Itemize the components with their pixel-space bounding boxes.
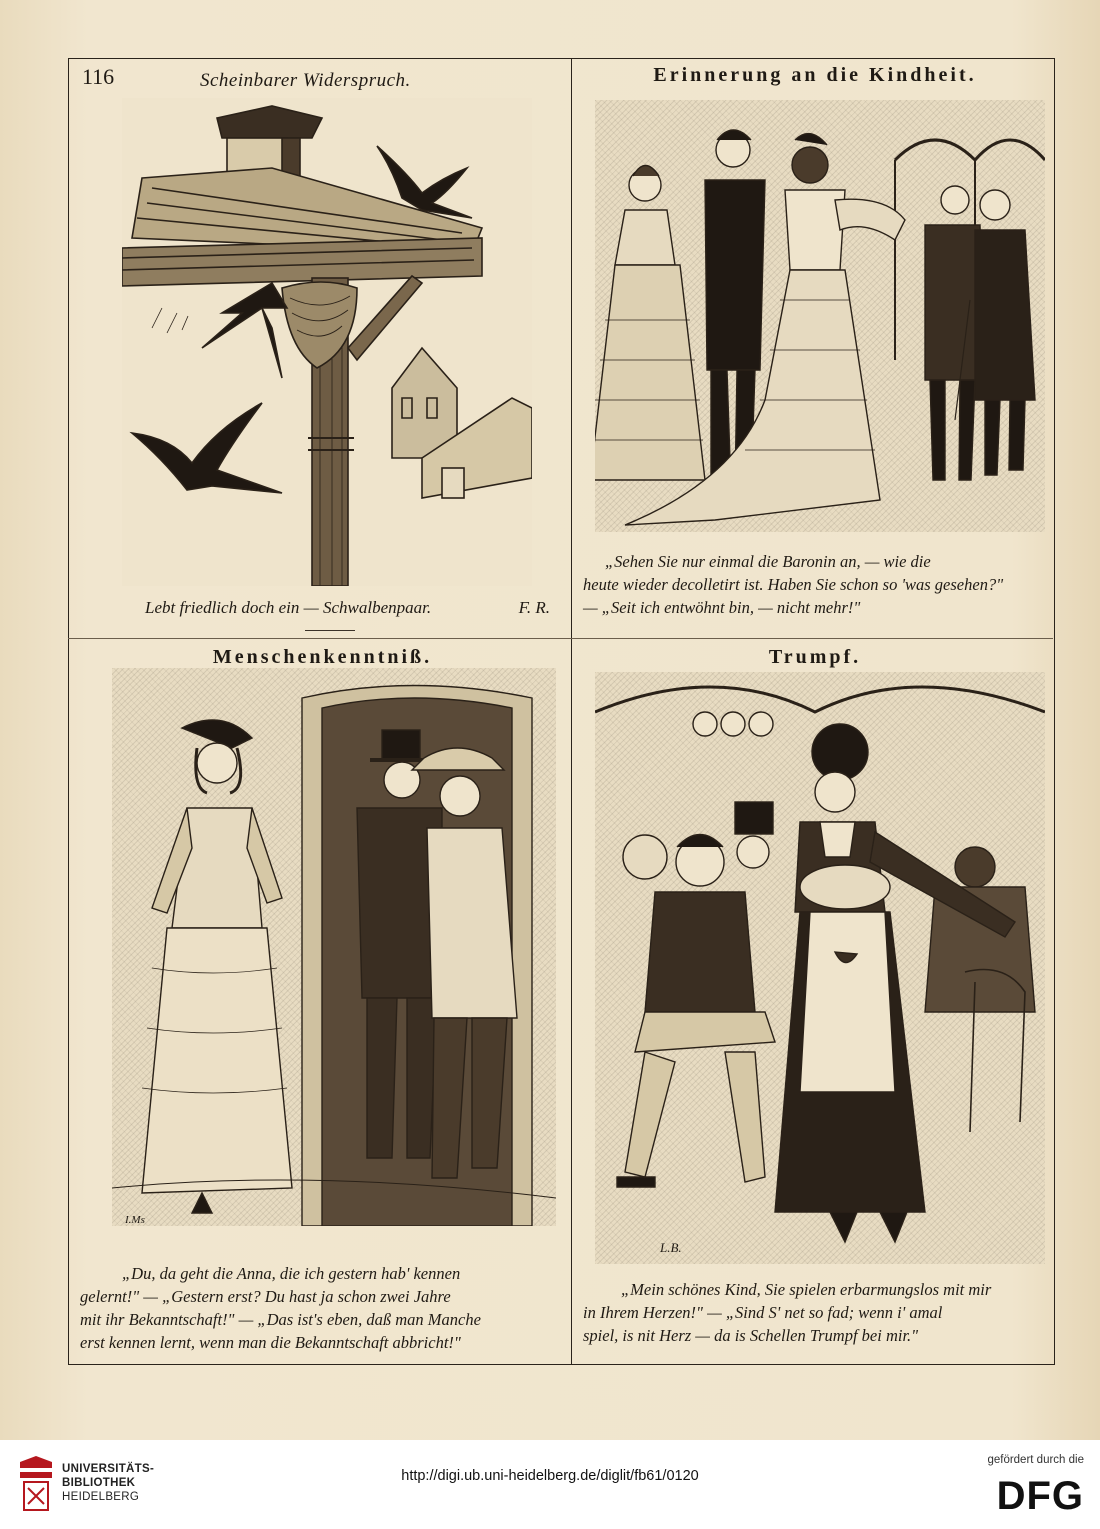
digitization-footer: [0, 1440, 1100, 1529]
artist-mark-lb: L.B.: [660, 1240, 682, 1255]
street-caption-line-4: erst kennen lernt, wenn man die Bekanntschaft abbricht!": [80, 1333, 461, 1352]
ballroom-caption-line-3: — „Seit ich entwöhnt bin, — nicht mehr!": [583, 598, 861, 617]
swallows-illustration: [122, 98, 532, 586]
dfg-logo: DFG: [996, 1474, 1084, 1518]
cafe-caption-line-2: in Ihrem Herzen!" — „Sind S' net so fad; wenn i' amal: [583, 1303, 943, 1322]
swallows-caption: [145, 596, 550, 619]
street-caption-line-1: „Du, da geht die Anna, die ich gestern hab' kennen: [122, 1264, 461, 1283]
panel-title-trumpf: Trumpf.: [768, 646, 862, 668]
ballroom-caption-line-2: heute wieder decolletirt ist. Haben Sie schon so 'was gesehen?": [583, 575, 1004, 594]
street-caption-line-3: mit ihr Bekanntschaft!" — „Das ist's eben, daß man Manche: [80, 1310, 481, 1329]
cafe-caption: [583, 1278, 1043, 1347]
artist-mark-ims: I.Ms: [125, 1214, 145, 1226]
university-library-logo-icon: [16, 1454, 56, 1514]
street-scene-caption: [80, 1262, 565, 1354]
street-caption-line-2: gelernt!" — „Gestern erst? Du hast ja schon zwei Jahre: [80, 1287, 451, 1306]
library-name-line-3: HEIDELBERG: [62, 1491, 140, 1503]
funded-by-label: gefördert durch die: [987, 1454, 1084, 1466]
ballroom-caption-line-1: „Sehen Sie nur einmal die Baronin an, — wie die: [605, 552, 931, 571]
cafe-engraving: [595, 672, 1045, 1264]
swallows-signature: F. R.: [518, 598, 550, 617]
swallows-caption-text: Lebt friedlich doch ein — Schwalbenpaar.: [145, 598, 432, 617]
swallows-engraving: [122, 98, 532, 586]
running-head: Scheinbarer Widerspruch.: [200, 70, 411, 91]
source-url-link[interactable]: http://digi.ub.uni-heidelberg.de/diglit/fb61/0120: [401, 1468, 699, 1484]
ballroom-engraving: [595, 100, 1045, 532]
street-scene-engraving: [112, 668, 556, 1226]
column-divider: [571, 58, 572, 1365]
panel-title-erinnerung: Erinnerung an die Kindheit.: [653, 64, 977, 86]
library-name-line-1: UNIVERSITÄTS-: [62, 1463, 155, 1475]
short-rule: [305, 630, 355, 631]
library-name-line-2: BIBLIOTHEK: [62, 1477, 136, 1489]
page-number: 116: [82, 64, 115, 89]
cafe-caption-line-1: „Mein schönes Kind, Sie spielen erbarmungslos mit mir: [621, 1280, 992, 1299]
cafe-illustration: [595, 672, 1045, 1264]
panel-title-menschenkenntniss: Menschenkenntniß.: [212, 646, 433, 668]
ballroom-caption: [583, 550, 1043, 619]
cafe-caption-line-3: spiel, is nit Herz — da is Schellen Trumpf bei mir.": [583, 1326, 919, 1345]
ballroom-illustration: [595, 100, 1045, 532]
row-divider: [68, 638, 1053, 639]
street-scene-illustration: [112, 668, 556, 1226]
